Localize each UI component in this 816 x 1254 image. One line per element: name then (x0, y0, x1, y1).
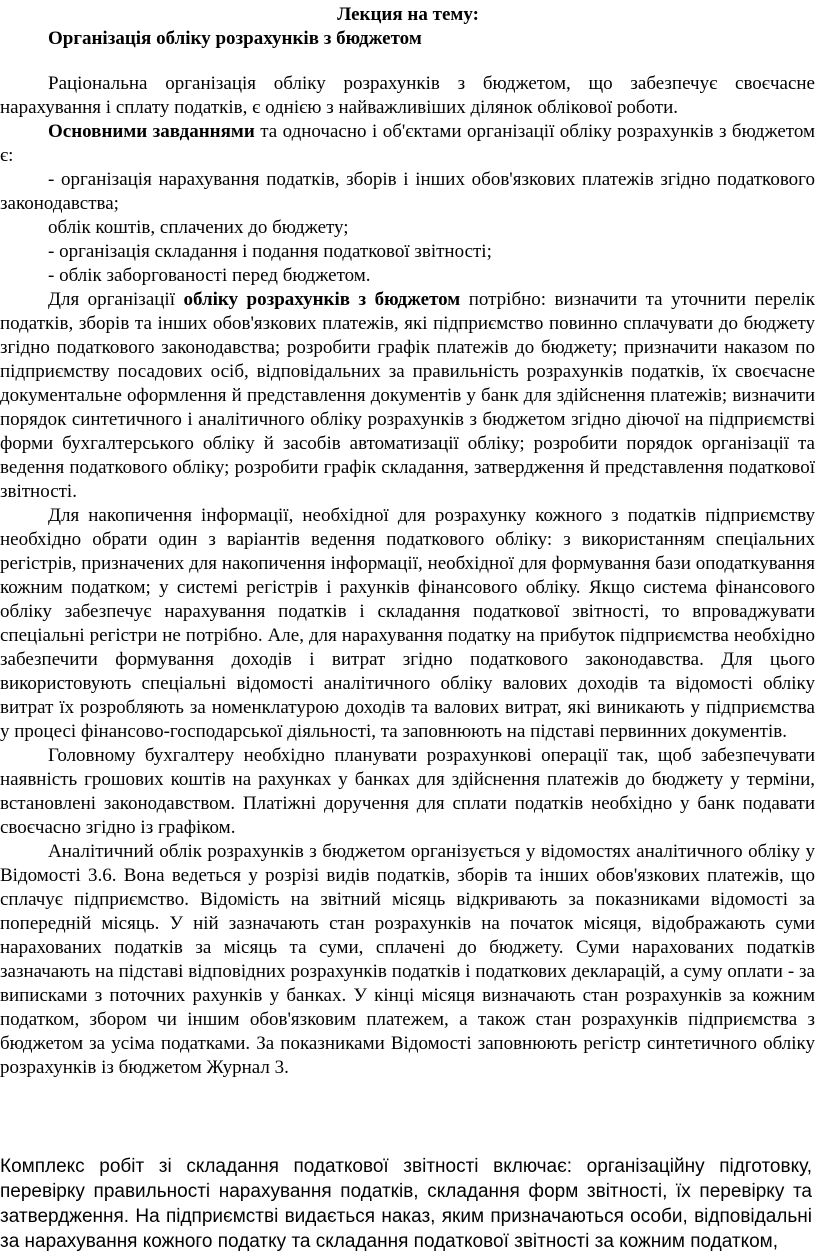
paragraph-chief-accountant: Головному бухгалтеру необхідно планувати розрахункові операції так, щоб забезпечувати наявність грошових коштів на рахунках у банках для здійснення платежів до бюджету у терміни, встановлені законодавством. Платіжні доручення для сплати податків необхідно у банк подавати своєчасно згідно із графіком. (0, 745, 815, 838)
lecture-heading: Лекция на тему: (337, 4, 479, 25)
paragraph-analytical-accounting: Аналітичний облік розрахунків з бюджетом організується у відомостях аналітичного обліку у Відомості 3.6. Вона ведеться у розрізі видів податків, зборів та інших обов'язкових платежів, що сплачує підприємство. Відомість на звітний місяць відкривають за показниками відомості за попередній місяць. У ній зазначають стан розрахунків на початок місяця, відображають суми нарахованих податків за місяць та суми, сплачені до бюджету. Суми нарахованих податків зазначають на підставі відповідних розрахунків податків і податкових декларацій, а суму оплати - за виписками з поточних рахунків у банках. У кінці місяця визначають стан розрахунків за кожним податком, збором чи іншим обов'язковим платежем, а також стан розрахунків підприємства з бюджетом за усіма податками. За показниками Відомості заповнюють регістр синтетичного обліку розрахунків із бюджетом Журнал 3. (0, 841, 815, 1078)
main-tasks-text: та одночасно і об'єктами організації обліку розрахунків з бюджетом є: (0, 121, 816, 166)
lecture-topic-title: Організація обліку розрахунків з бюджетом (48, 28, 422, 49)
list-item: - облік заборгованості перед бюджетом. (48, 265, 371, 286)
paragraph-intro: Раціональна організація обліку розрахунків з бюджетом, що забезпечує своєчасне нарахування і сплату податків, є однією з найважливіших ділянок облікової роботи. (0, 73, 815, 118)
paragraph-organization (0, 288, 815, 504)
paragraph-main-tasks (0, 120, 815, 168)
organization-bold: обліку розрахунків з бюджетом (183, 289, 461, 310)
list-item: - організація складання і подання податкової звітності; (48, 241, 492, 262)
paragraph-tax-reporting: Комплекс робіт зі складання податкової звітності включає: організаційну підготовку, перевірку правильності нарахування податків, складання форм звітності, їх перевірку та затвердження. На підприємстві видається наказ, яким призначаються особи, відповідальні за нарахування кожного податку та складання податкової звітності за кожним податком, (0, 1156, 812, 1252)
organization-text: потрібно: визначити та уточнити перелік податків, зборів та інших обов'язкових платежів, які підприємство повинно сплачувати до бюджету згідно податкового законодавства; розробити графік платежів до бюджету; призначити наказом по підприємству посадових осіб, відповідальних за правильність розрахунків податків, їх своєчасне документальне оформлення й представлення документів у банк для здійснення платежів; визначити порядок синтетичного і аналітичного обліку розрахунків з бюджетом згідно діючої на підприємстві форми бухгалтерського обліку й засобів автоматизації обліку; розробити порядок організації та ведення податкового обліку; розробити графік складання, затвердження й представлення податкової звітності. (0, 289, 815, 502)
paragraph-accumulation: Для накопичення інформації, необхідної для розрахунку кожного з податків підприємству необхідно обрати один з варіантів ведення податкового обліку: з використанням спеціальних регістрів, призначених для накопичення інформації, необхідної для формування бази оподаткування кожним податком; у системі регістрів і рахунків фінансового обліку. Якщо система фінансового обліку забезпечує нарахування податків і складання податкової звітності, то впроваджувати спеціальні регістри не потрібно. Але, для нарахування податку на прибуток підприємства необхідно забезпечити формування доходів і витрат згідно податкового законодавства. Для цього використовують спеціальні відомості аналітичного обліку валових доходів та відомості обліку витрат їх розробляють за номенклатурою доходів та валових витрат, які виникають у підприємства у процесі фінансово-господарської діяльності, та заповнюють на підставі первинних документів. (0, 505, 815, 742)
main-tasks-bold: Основними завданнями (48, 121, 255, 142)
organization-lead: Для організації (48, 289, 184, 310)
document-body (0, 72, 815, 1080)
list-item: - організація нарахування податків, зборів і інших обов'язкових платежів згідно податкового законодавства; (0, 169, 815, 214)
list-item: облік коштів, сплачених до бюджету; (48, 217, 349, 238)
